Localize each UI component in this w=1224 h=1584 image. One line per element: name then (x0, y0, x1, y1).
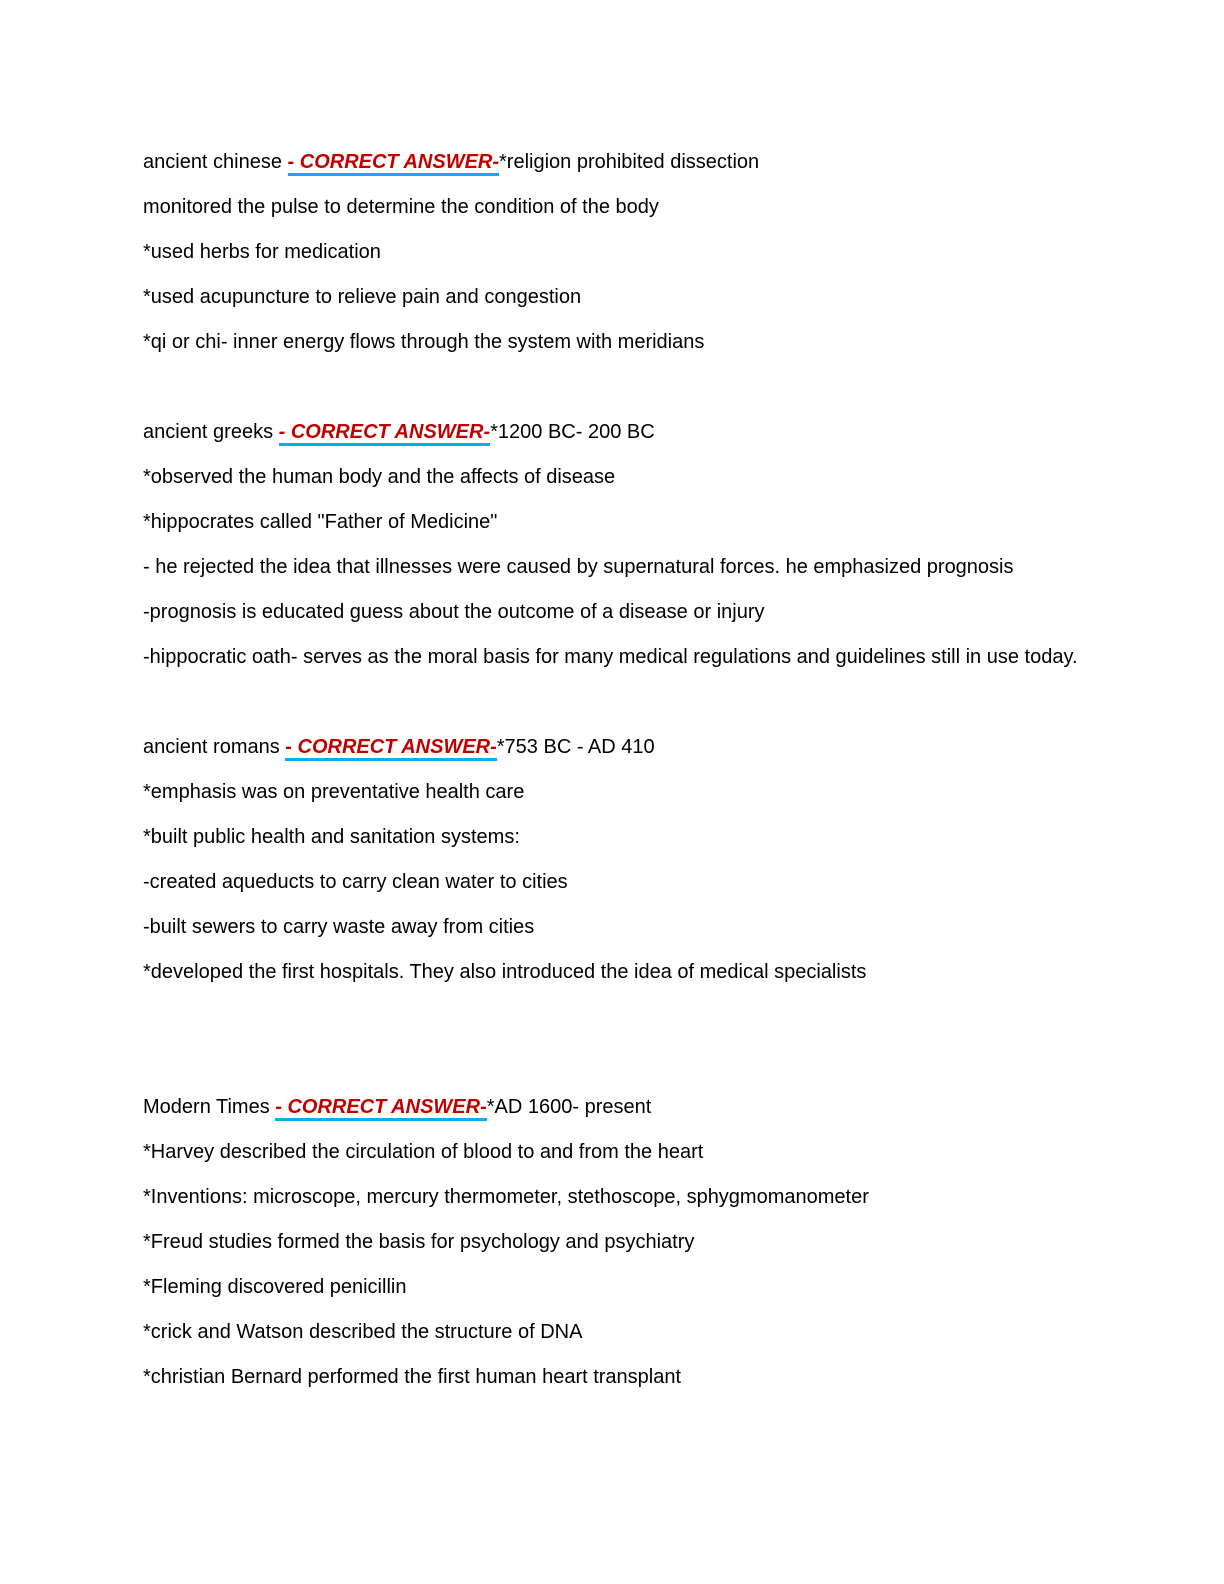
answer-line: *christian Bernard performed the first human heart transplant (143, 1366, 682, 1388)
answer-line: *Harvey described the circulation of blood to and from the heart (143, 1141, 704, 1163)
answer-line: *developed the first hospitals. They also introduced the idea of medical specialists (143, 961, 867, 983)
answer-first-line: *753 BC - AD 410 (496, 736, 655, 758)
term-line (143, 1090, 1111, 1124)
flashcard-section (143, 415, 1111, 719)
answer-line: *built public health and sanitation systems: (143, 826, 520, 848)
term-text: ancient greeks (143, 421, 279, 443)
section-body (143, 190, 1111, 404)
answer-line: monitored the pulse to determine the condition of the body (143, 196, 659, 218)
blank-line (143, 370, 1111, 404)
term-text: Modern Times (143, 1096, 276, 1118)
section-body (143, 775, 1111, 1079)
answer-line: *used acupuncture to relieve pain and congestion (143, 286, 582, 308)
answer-line: *qi or chi- inner energy flows through the system with meridians (143, 331, 705, 353)
flashcard-section (143, 730, 1111, 1079)
answer-line: -hippocratic oath- serves as the moral basis for many medical regulations and guidelines still in use today. (143, 646, 1078, 668)
term-text: ancient chinese (143, 151, 288, 173)
answer-first-line: *1200 BC- 200 BC (490, 421, 655, 443)
section-body (143, 1135, 1111, 1394)
blank-line (143, 685, 1111, 719)
answer-line: -prognosis is educated guess about the outcome of a disease or injury (143, 601, 765, 623)
answer-line: -built sewers to carry waste away from cities (143, 916, 535, 938)
flashcard-section (143, 145, 1111, 404)
answer-line: *Inventions: microscope, mercury thermometer, stethoscope, sphygmomanometer (143, 1186, 869, 1208)
answer-first-line: *AD 1600- present (486, 1096, 652, 1118)
term-text: ancient romans (143, 736, 286, 758)
answer-first-line: *religion prohibited dissection (499, 151, 760, 173)
answer-line: *hippocrates called "Father of Medicine" (143, 511, 498, 533)
answer-line: *observed the human body and the affects of disease (143, 466, 616, 488)
term-line (143, 415, 1111, 449)
answer-line: *used herbs for medication (143, 241, 381, 263)
answer-line: *Fleming discovered penicillin (143, 1276, 407, 1298)
correct-answer-label: - CORRECT ANSWER- (285, 736, 496, 761)
blank-line (143, 1000, 1111, 1034)
correct-answer-label: - CORRECT ANSWER- (279, 421, 490, 446)
answer-line: - he rejected the idea that illnesses were caused by supernatural forces. he emphasized prognosis (143, 556, 1014, 578)
answer-line: *Freud studies formed the basis for psychology and psychiatry (143, 1231, 695, 1253)
answer-line: *emphasis was on preventative health care (143, 781, 525, 803)
answer-line: *crick and Watson described the structure of DNA (143, 1321, 583, 1343)
blank-line (143, 1045, 1111, 1079)
term-line (143, 730, 1111, 764)
answer-line: -created aqueducts to carry clean water to cities (143, 871, 568, 893)
flashcard-section (143, 1090, 1111, 1394)
correct-answer-label: - CORRECT ANSWER- (288, 151, 499, 176)
correct-answer-label: - CORRECT ANSWER- (275, 1096, 486, 1121)
section-body (143, 460, 1111, 719)
document-content (143, 145, 1111, 1394)
term-line (143, 145, 1111, 179)
